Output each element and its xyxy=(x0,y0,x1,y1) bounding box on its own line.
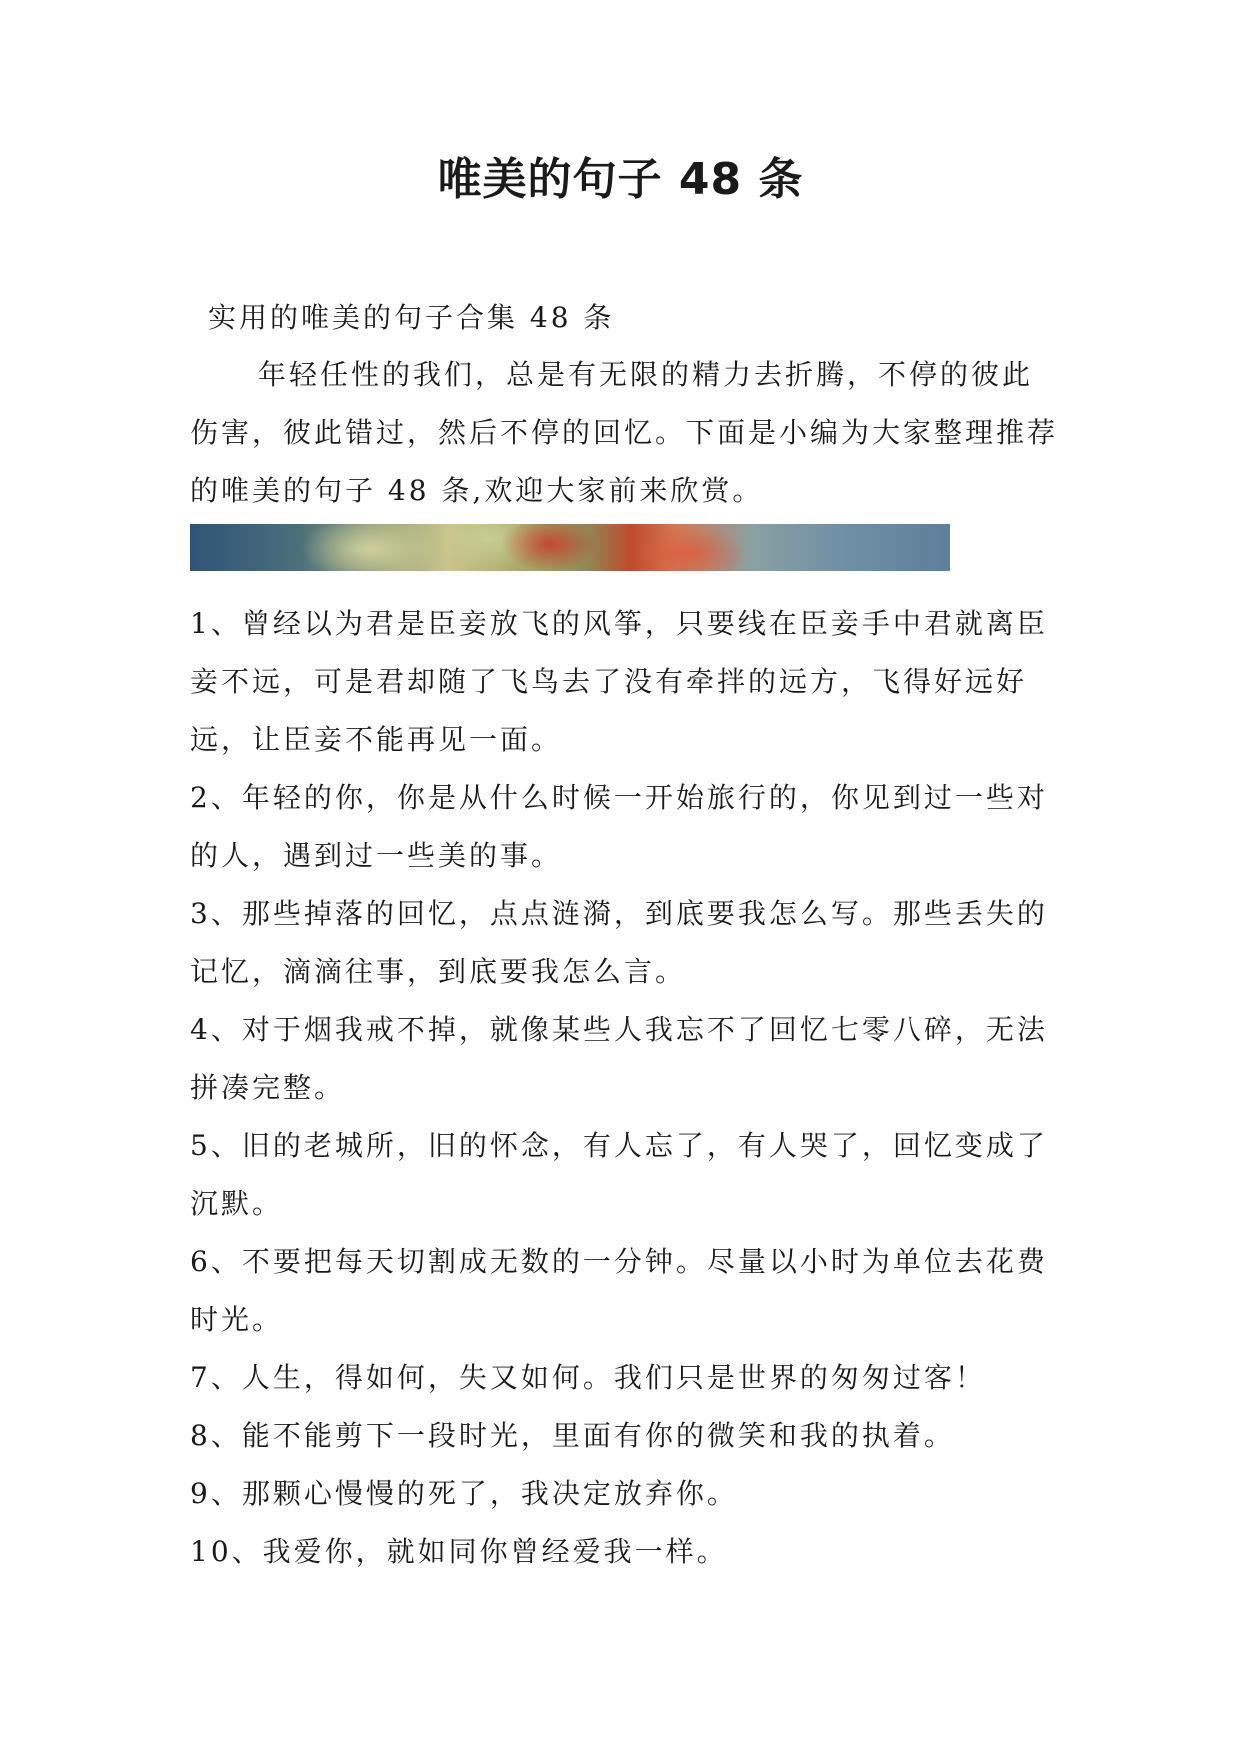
list-item: 2、年轻的你，你是从什么时候一开始旅行的，你见到过一些对的人，遇到过一些美的事。 xyxy=(190,781,1048,872)
list-item: 8、能不能剪下一段时光，里面有你的微笑和我的执着。 xyxy=(190,1419,955,1452)
list-item: 9、那颗心慢慢的死了，我决定放弃你。 xyxy=(190,1477,738,1510)
subtitle: 实用的唯美的句子合集 48 条 xyxy=(208,301,615,334)
list-item: 5、旧的老城所，旧的怀念，有人忘了，有人哭了，回忆变成了沉默。 xyxy=(190,1129,1048,1220)
list-item: 6、不要把每天切割成无数的一分钟。尽量以小时为单位去花费时光。 xyxy=(190,1245,1048,1336)
banner-image xyxy=(190,524,950,571)
list-item: 3、那些掉落的回忆，点点涟漪，到底要我怎么写。那些丢失的记忆，滴滴往事，到底要我怎么言。 xyxy=(190,897,1048,988)
intro-paragraph: 年轻任性的我们，总是有无限的精力去折腾，不停的彼此伤害，彼此错过，然后不停的回忆。下面是小编为大家整理推荐的唯美的句子 48 条,欢迎大家前来欣赏。 xyxy=(190,358,1059,507)
list-item: 4、对于烟我戒不掉，就像某些人我忘不了回忆七零八碎，无法拼凑完整。 xyxy=(190,1013,1048,1104)
list-item: 10、我爱你，就如同你曾经爱我一样。 xyxy=(190,1535,728,1568)
list-item: 1、曾经以为君是臣妾放飞的风筝，只要线在臣妾手中君就离臣妾不远，可是君却随了飞鸟去了没有牵拌的远方，飞得好远好远，让臣妾不能再见一面。 xyxy=(190,607,1048,756)
page-title: 唯美的句子 48 条 xyxy=(437,154,804,205)
document-body xyxy=(190,290,1060,1581)
list-item: 7、人生，得如何，失又如何。我们只是世界的匆匆过客！ xyxy=(190,1361,986,1394)
